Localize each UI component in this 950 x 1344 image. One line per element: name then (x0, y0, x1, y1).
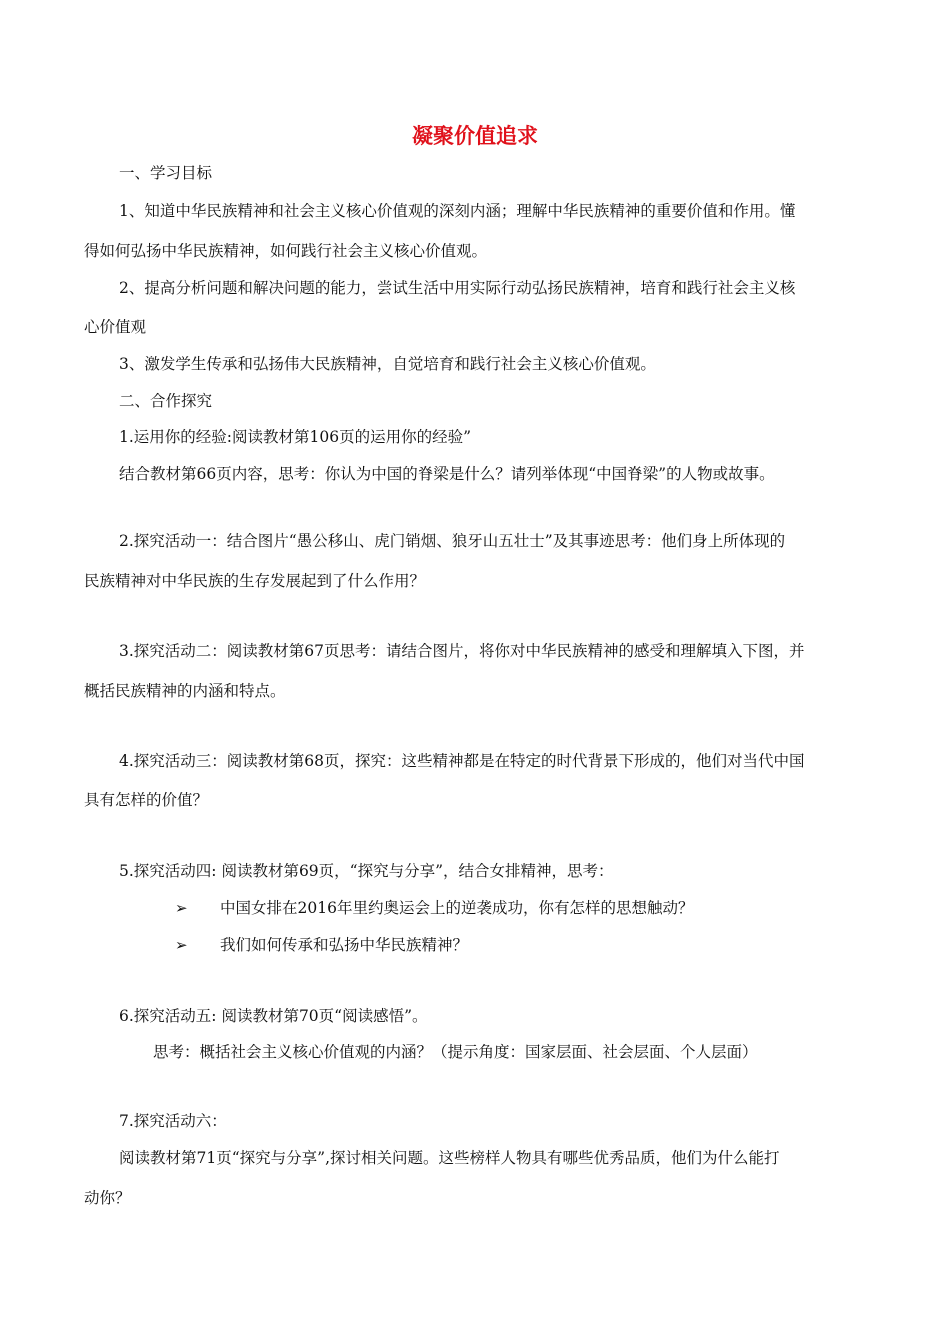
question-4-line-1: 4.探究活动三：阅读教材第68页，探究：这些精神都是在特定的时代背景下形成的，他们对当代中国 (119, 752, 805, 770)
goal-3: 3、激发学生传承和弘扬伟大民族精神，自觉培育和践行社会主义核心价值观。 (119, 355, 656, 373)
goal-1-line-2: 得如何弘扬中华民族精神，如何践行社会主义核心价值观。 (84, 242, 488, 260)
question-4-line-2: 具有怎样的价值？ (84, 791, 209, 809)
section-heading-explore: 二、合作探究 (119, 392, 213, 410)
question-3-line-1: 3.探究活动二：阅读教材第67页思考：请结合图片，将你对中华民族精神的感受和理解填入下图，并 (119, 642, 805, 660)
question-5: 5.探究活动四: 阅读教材第69页，“探究与分享”，结合女排精神，思考： (119, 862, 614, 880)
question-7: 7.探究活动六： (119, 1112, 227, 1130)
question-1-sub: 结合教材第66页内容，思考：你认为中国的脊梁是什么？请列举体现“中国脊梁”的人物或故事。 (119, 465, 775, 483)
question-7-line-1: 阅读教材第71页“探究与分享”,探讨相关问题。这些榜样人物具有哪些优秀品质，他们为什么能打 (119, 1149, 780, 1167)
arrow-bullet-icon: ➢ (175, 899, 188, 917)
goal-2-line-1: 2、提高分析问题和解决问题的能力，尝试生活中用实际行动弘扬民族精神，培育和践行社会主义核 (119, 279, 796, 297)
question-6-sub: 思考：概括社会主义核心价值观的内涵？（提示角度：国家层面、社会层面、个人层面） (153, 1043, 758, 1061)
document-title: 凝聚价值追求 (412, 124, 538, 148)
question-3-line-2: 概括民族精神的内涵和特点。 (84, 682, 286, 700)
question-6: 6.探究活动五: 阅读教材第70页“阅读感悟”。 (119, 1007, 428, 1025)
question-5-bullet-1: 中国女排在2016年里约奥运会上的逆袭成功，你有怎样的思想触动？ (220, 899, 694, 917)
question-2-line-1: 2.探究活动一：结合图片“愚公移山、虎门销烟、狼牙山五壮士”及其事迹思考：他们身上所体现的 (119, 532, 786, 550)
arrow-bullet-icon: ➢ (175, 936, 188, 954)
goal-1-line-1: 1、知道中华民族精神和社会主义核心价值观的深刻内涵；理解中华民族精神的重要价值和作用。懂 (119, 202, 796, 220)
question-1: 1.运用你的经验:阅读教材第106页的运用你的经验” (119, 428, 472, 446)
question-2-line-2: 民族精神对中华民族的生存发展起到了什么作用？ (84, 572, 426, 590)
question-5-bullet-2: 我们如何传承和弘扬中华民族精神？ (220, 936, 469, 954)
question-7-line-2: 动你？ (84, 1189, 131, 1207)
section-heading-goals: 一、学习目标 (119, 164, 213, 182)
goal-2-line-2: 心价值观 (84, 318, 147, 336)
